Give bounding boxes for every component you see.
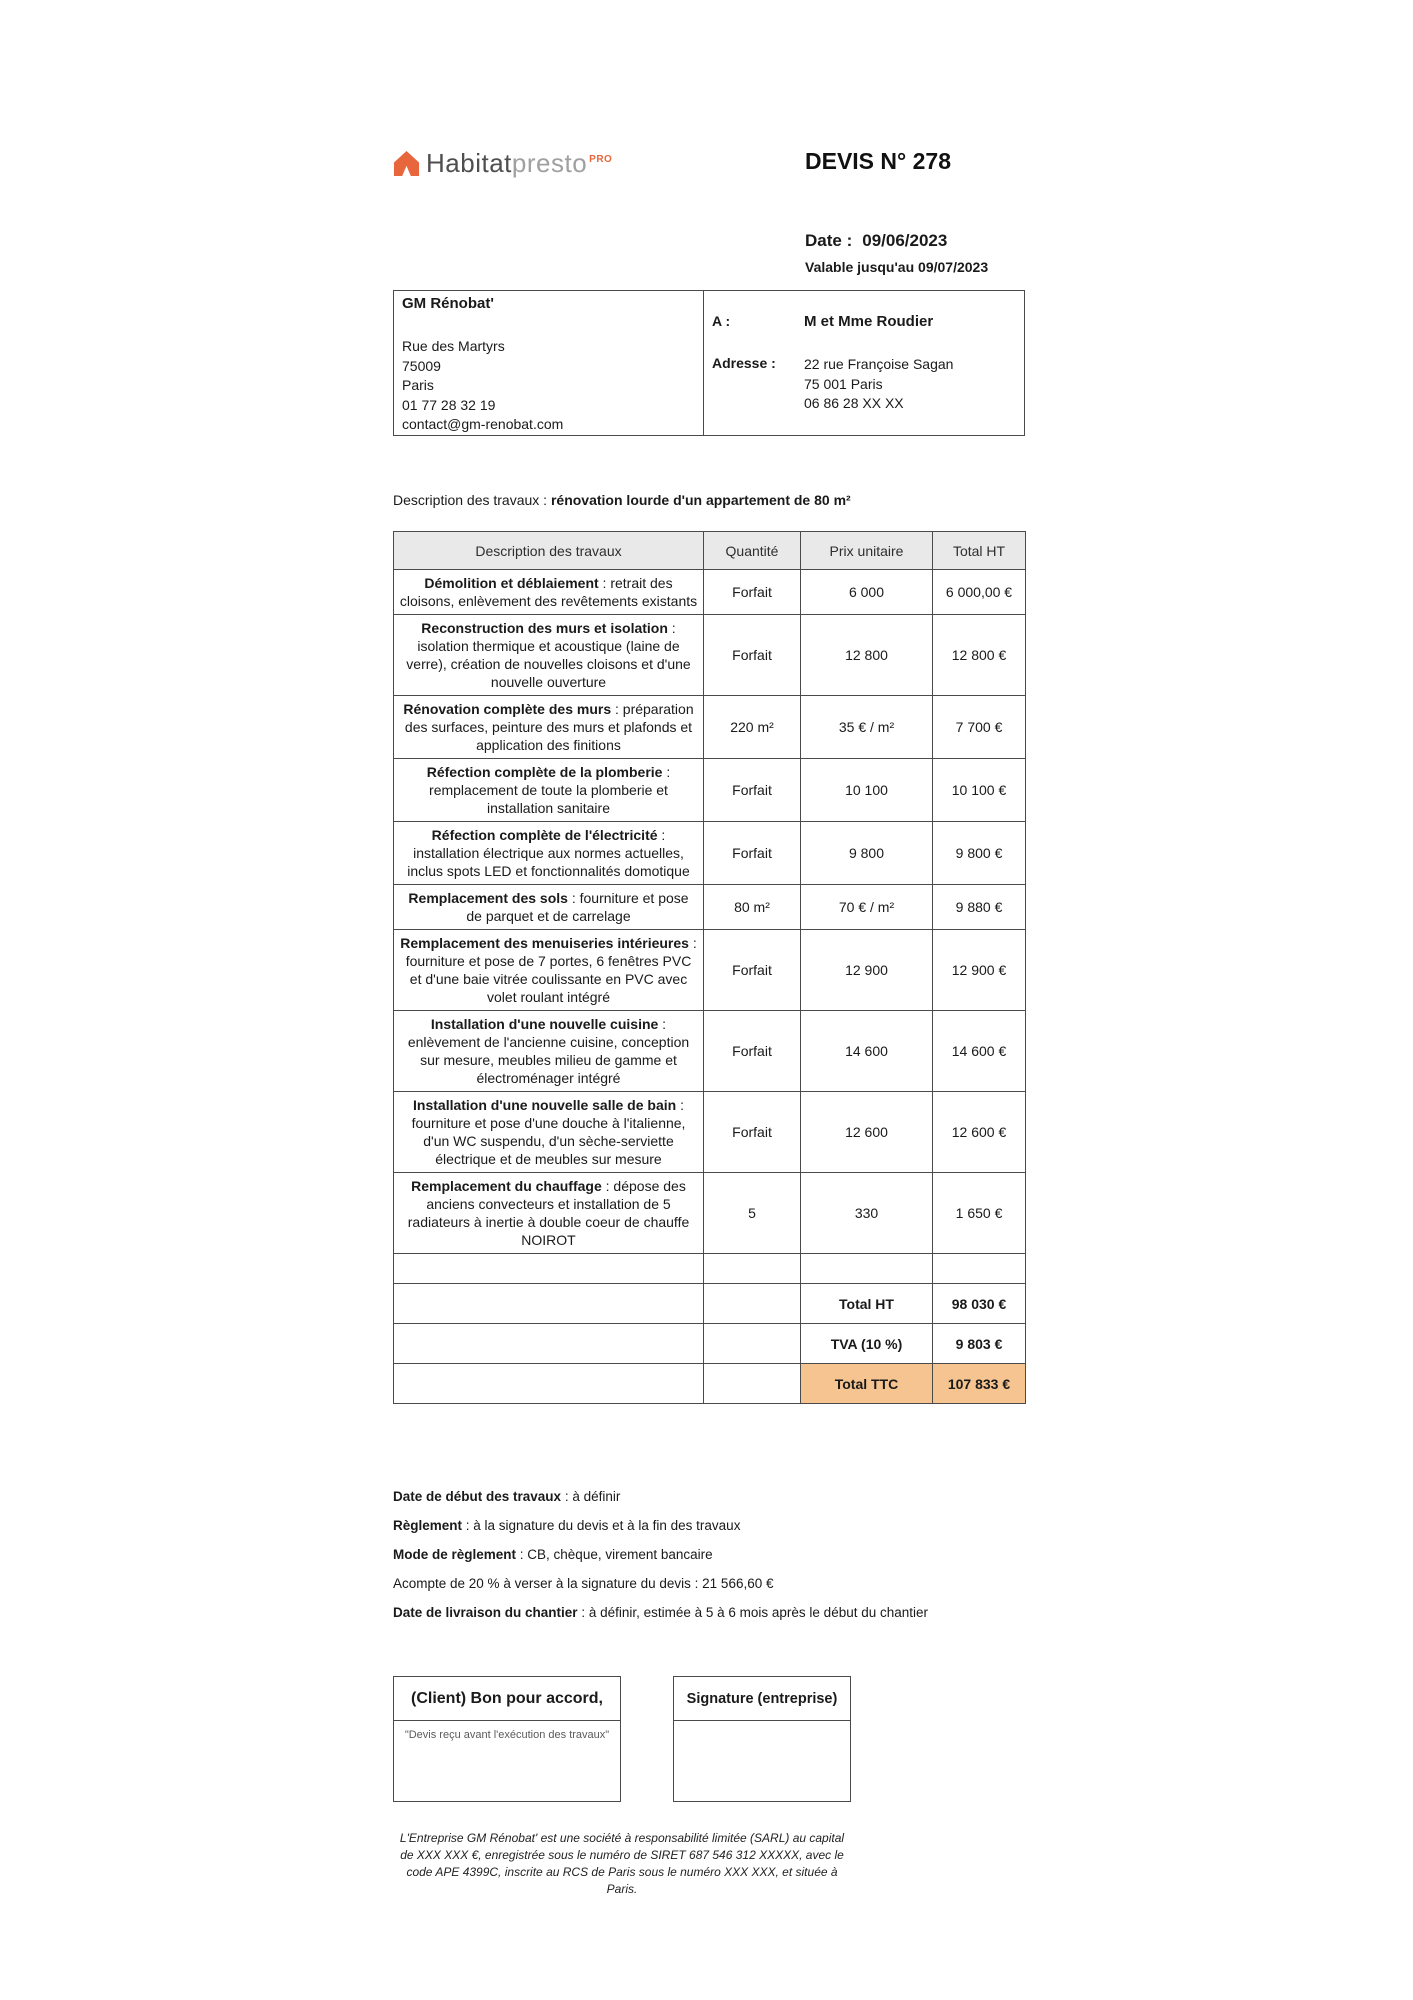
empty-cell [801,1254,933,1284]
row-quantity: Forfait [704,1011,801,1092]
total-value: 9 803 € [933,1324,1026,1364]
empty-cell [394,1364,704,1404]
empty-cell [704,1324,801,1364]
items-body [394,570,1026,1404]
row-unit-price: 12 900 [801,930,933,1011]
client-address-row [712,355,1016,414]
logo-text-habitat [426,148,612,179]
column-header: Description des travaux [394,532,704,570]
works-table [393,531,1026,1404]
column-header: Quantité [704,532,801,570]
table-row [394,696,1026,759]
devis-page [393,0,1025,2000]
empty-cell [933,1254,1026,1284]
date-line [805,231,988,251]
row-description: Installation d'une nouvelle cuisine : enlèvement de l'ancienne cuisine, conception sur mesure, meubles milieu de gamme et électroménager intégré [394,1011,704,1092]
row-description: Démolition et déblaiement : retrait des cloisons, enlèvement des revêtements existants [394,570,704,615]
company-signature-box [673,1676,851,1802]
page-title: DEVIS N° 278 [805,148,951,174]
column-header: Total HT [933,532,1026,570]
parties-box [393,290,1025,436]
row-unit-price: 12 600 [801,1092,933,1173]
table-row [394,615,1026,696]
total-value: 98 030 € [933,1284,1026,1324]
table-row [394,822,1026,885]
terms-line: Acompte de 20 % à verser à la signature du devis : 21 566,60 € [393,1576,774,1591]
house-arrow-icon [393,150,420,177]
empty-cell [704,1364,801,1404]
company-block [394,291,704,435]
table-row [394,759,1026,822]
habitatpresto-logo [393,148,612,179]
logo-habitat: Habitat [426,148,512,178]
row-total: 9 880 € [933,885,1026,930]
page-header [393,148,1025,184]
empty-cell [394,1324,704,1364]
total-value: 107 833 € [933,1364,1026,1404]
client-to-row [712,313,1016,330]
row-quantity: Forfait [704,1092,801,1173]
row-description: Remplacement des sols : fourniture et pose de parquet et de carrelage [394,885,704,930]
row-total: 6 000,00 € [933,570,1026,615]
terms-line: Mode de règlement : CB, chèque, virement bancaire [393,1547,713,1562]
row-total: 12 600 € [933,1092,1026,1173]
date-value: 09/06/2023 [862,231,948,250]
client-address-line2: 75 001 Paris [804,375,883,392]
logo-presto: presto [511,148,588,178]
total-row [394,1284,1026,1324]
total-label: Total TTC [801,1364,933,1404]
row-unit-price: 12 800 [801,615,933,696]
row-unit-price: 70 € / m² [801,885,933,930]
row-quantity: 220 m² [704,696,801,759]
total-row [394,1364,1026,1404]
row-quantity: Forfait [704,570,801,615]
row-unit-price: 6 000 [801,570,933,615]
validity-text: Valable jusqu'au 09/07/2023 [805,259,989,275]
row-description: Réfection complète de l'électricité : installation électrique aux normes actuelles, inclus spots LED et fonctionnalités domotique [394,822,704,885]
client-signature-subtitle: "Devis reçu avant l'exécution des travaux" [404,1729,610,1741]
row-unit-price: 14 600 [801,1011,933,1092]
works-description-value: rénovation lourde d'un appartement de 80 m² [550,492,851,508]
total-label: Total HT [801,1284,933,1324]
row-unit-price: 35 € / m² [801,696,933,759]
company-address [402,337,695,435]
company-name: GM Rénobat' [402,295,494,312]
client-signature-box [393,1676,621,1802]
row-description: Rénovation complète des murs : préparation des surfaces, peinture des murs et plafonds et application des finitions [394,696,704,759]
works-description-line [393,492,851,508]
client-phone: 06 86 28 XX XX [804,395,904,411]
terms-line: Date de début des travaux : à définir [393,1489,621,1504]
client-signature-title: (Client) Bon pour accord, [394,1677,620,1721]
row-quantity: Forfait [704,822,801,885]
date-label: Date : [805,231,853,250]
table-row [394,1173,1026,1254]
row-total: 10 100 € [933,759,1026,822]
company-signature-area [674,1721,850,1801]
address-label: Adresse : [712,355,776,371]
table-header-row [394,532,1026,570]
row-description: Remplacement du chauffage : dépose des anciens convecteurs et installation de 5 radiateurs à inertie à double coeur de chauffe NOIROT [394,1173,704,1254]
row-unit-price: 330 [801,1173,933,1254]
row-quantity: Forfait [704,759,801,822]
row-description: Remplacement des menuiseries intérieures : fourniture et pose de 7 portes, 6 fenêtres PVC et d'une baie vitrée coulissante en PVC avec volet roulant intégré [394,930,704,1011]
date-block [805,231,988,275]
total-row [394,1324,1026,1364]
client-block [704,291,1024,435]
signature-row [393,1676,851,1802]
client-address-line1: 22 rue Françoise Sagan [804,356,954,372]
row-quantity: 80 m² [704,885,801,930]
row-unit-price: 9 800 [801,822,933,885]
company-zip: 75009 [402,357,441,374]
legal-footer: L'Entreprise GM Rénobat' est une société à responsabilité limitée (SARL) au capital de XXX XXX €, enregistrée sous le numéro de SIRET 687 546 312 XXXXX, avec le code APE 4399C, inscrite au RCS de Paris sous le numéro XXX XXX, et située à Paris. [399,1831,845,1896]
works-description-label: Description des travaux : [393,492,548,508]
empty-cell [704,1254,801,1284]
total-label: TVA (10 %) [801,1324,933,1364]
table-row [394,885,1026,930]
empty-cell [704,1284,801,1324]
row-description: Reconstruction des murs et isolation : isolation thermique et acoustique (laine de verre), création de nouvelles cloisons et d'une nouvelle ouverture [394,615,704,696]
terms-line: Date de livraison du chantier : à définir, estimée à 5 à 6 mois après le début du chantier [393,1605,929,1620]
column-header: Prix unitaire [801,532,933,570]
spacer-row [394,1254,1026,1284]
table-row [394,570,1026,615]
to-label: A : [712,313,731,329]
row-quantity: 5 [704,1173,801,1254]
table-row [394,1092,1026,1173]
row-total: 9 800 € [933,822,1026,885]
company-street: Rue des Martyrs [402,338,505,354]
company-phone: 01 77 28 32 19 [402,396,496,413]
row-total: 14 600 € [933,1011,1026,1092]
terms-block [393,1488,1025,1633]
logo-pro-badge: PRO [589,154,613,165]
row-description: Réfection complète de la plomberie : remplacement de toute la plomberie et installation sanitaire [394,759,704,822]
client-signature-area [394,1721,620,1801]
row-quantity: Forfait [704,615,801,696]
client-address [804,355,953,414]
client-name: M et Mme Roudier [804,313,934,330]
row-total: 12 800 € [933,615,1026,696]
row-total: 12 900 € [933,930,1026,1011]
table-row [394,930,1026,1011]
row-total: 1 650 € [933,1173,1026,1254]
empty-cell [394,1284,704,1324]
company-city: Paris [402,377,434,393]
row-total: 7 700 € [933,696,1026,759]
row-description: Installation d'une nouvelle salle de bain : fourniture et pose d'une douche à l'italienne, d'un WC suspendu, d'un sèche-serviette électrique et de meubles sur mesure [394,1092,704,1173]
terms-line: Règlement : à la signature du devis et à la fin des travaux [393,1518,741,1533]
company-email: contact@gm-renobat.com [402,416,564,432]
row-quantity: Forfait [704,930,801,1011]
table-row [394,1011,1026,1092]
lower-section [393,1676,851,1898]
empty-cell [394,1254,704,1284]
company-signature-title: Signature (entreprise) [674,1677,850,1721]
row-unit-price: 10 100 [801,759,933,822]
